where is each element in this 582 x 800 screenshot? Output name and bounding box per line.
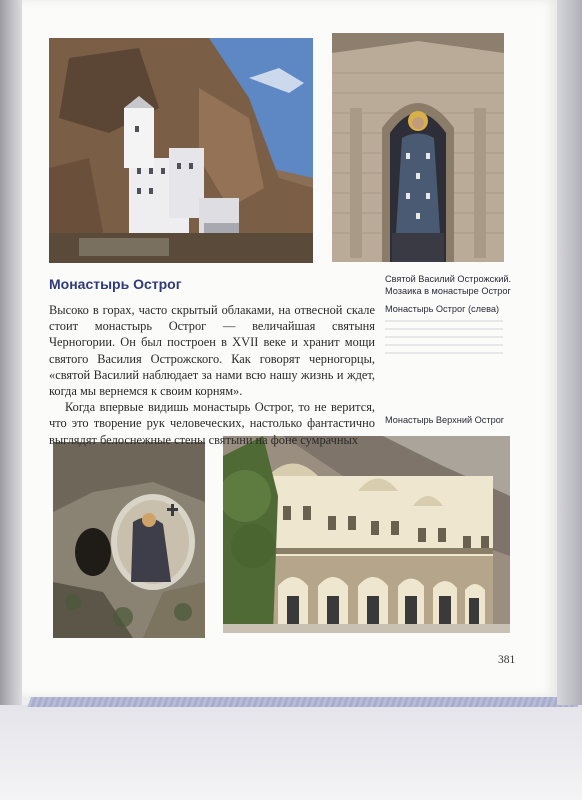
book-spine-shadow — [0, 0, 22, 705]
caption-lower-monastery: Монастырь Острог (слева) — [385, 304, 500, 314]
scan-background — [0, 705, 582, 800]
photo-upper-ostrog-cave-icon — [53, 442, 205, 638]
faint-bleedthrough-text — [385, 320, 503, 360]
photo-lower-ostrog-building — [223, 436, 510, 633]
photo-ostrog-monastery-cliff — [49, 38, 313, 263]
article-paragraph-1: Высоко в горах, часто скрытый облаками, на отвесной скале стоит монастырь Острог — величайшая святыня Черногории. Он был построен в XVII веке и хранит мощи святого Василия Острожского. Как говорят черногорцы, «святой Василий наблюдает за нами всю нашу жизнь и ждет, когда мы вернемся к своим корням». — [49, 303, 375, 399]
article-body — [49, 302, 375, 448]
photo-saint-basil-mosaic — [332, 33, 504, 262]
article-paragraph-2: Когда впервые видишь монастырь Острог, то не верится, что это творение рук человеческих, настолько фантастично выглядят белоснежные стены святыни на фоне сумрачных — [49, 400, 375, 447]
caption-upper-monastery: Монастырь Верхний Острог — [385, 415, 505, 425]
caption-mosaic-line-2: Мозаика в монастыре Острог — [385, 286, 511, 296]
article-heading: Монастырь Острог — [49, 276, 182, 292]
book-right-edge — [557, 0, 582, 705]
caption-mosaic-line-1: Святой Василий Острожский. — [385, 274, 512, 284]
page-number: 381 — [498, 654, 516, 666]
